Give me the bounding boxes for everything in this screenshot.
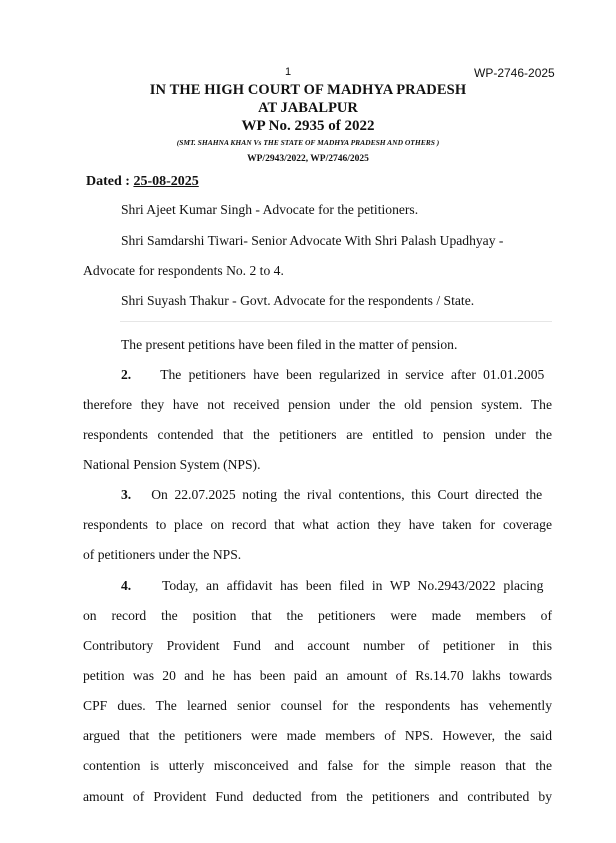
dated-value: 25-08-2025 (133, 174, 199, 189)
paragraph-4-line-3: Contributory Provident Fund and account number of petitioner in this (83, 638, 552, 653)
paragraph-4-number: 4. (121, 578, 132, 593)
dated-label: Dated : (86, 174, 130, 189)
paragraph-3-line-1 (121, 487, 542, 503)
case-reference: WP-2746-2025 (474, 66, 555, 80)
court-location: AT JABALPUR (258, 100, 358, 116)
writ-petition-number: WP No. 2935 of 2022 (241, 118, 375, 134)
paragraph-2-line-2: therefore they have not received pension under the old pension system. The (83, 397, 552, 412)
paragraph-4-text-1: Today, an affidavit has been filed in WP No.2943/2022 placing (162, 578, 544, 593)
paragraph-3-line-2: respondents to place on record that what action they have taken for coverage (83, 517, 552, 532)
paragraph-2-number: 2. (121, 367, 132, 382)
paragraph-4-line-6: argued that the petitioners were made members of NPS. However, the said (83, 728, 552, 743)
section-divider (120, 321, 552, 322)
paragraph-3-text-1: On 22.07.2025 noting the rival contentions, this Court directed the (151, 487, 543, 502)
appearance-petitioner: Shri Ajeet Kumar Singh - Advocate for the petitioners. (121, 202, 419, 217)
paragraph-4-line-7: contention is utterly misconceived and false for the simple reason that the (83, 758, 552, 773)
paragraph-4-line-5: CPF dues. The learned senior counsel for the respondents has vehemently (83, 698, 552, 713)
paragraph-3-line-3: of petitioners under the NPS. (83, 547, 242, 562)
paragraph-4-line-8: amount of Provident Fund deducted from the petitioners and contributed by (83, 789, 552, 804)
paragraph-2-text-1: The petitioners have been regularized in service after 01.01.2005 (160, 367, 545, 382)
connected-petitions: WP/2943/2022, WP/2746/2025 (247, 154, 369, 164)
paragraph-2-line-3: respondents contended that the petitioners are entitled to pension under the (83, 427, 552, 442)
paragraph-4-line-1 (121, 578, 543, 594)
appearance-respondent-senior: Shri Samdarshi Tiwari- Senior Advocate With Shri Palash Upadhyay - (121, 233, 504, 248)
paragraph-4-line-4: petition was 20 and he has been paid an amount of Rs.14.70 lakhs towards (83, 668, 552, 683)
case-parties: (SMT. SHAHNA KHAN Vs THE STATE OF MADHYA PRADESH AND OTHERS ) (176, 138, 440, 147)
paragraph-4-line-2: on record the position that the petitioners were made members of (83, 608, 552, 623)
page-number: 1 (285, 66, 292, 78)
order-date (86, 174, 199, 190)
paragraph-2-line-1 (121, 367, 544, 383)
paragraph-3-number: 3. (121, 487, 132, 502)
paragraph-2-line-4: National Pension System (NPS). (83, 457, 261, 472)
paragraph-1: The present petitions have been filed in the matter of pension. (121, 337, 458, 352)
appearance-respondent-cont: Advocate for respondents No. 2 to 4. (83, 263, 284, 278)
appearance-state: Shri Suyash Thakur - Govt. Advocate for the respondents / State. (121, 293, 475, 308)
court-title: IN THE HIGH COURT OF MADHYA PRADESH (149, 82, 467, 98)
